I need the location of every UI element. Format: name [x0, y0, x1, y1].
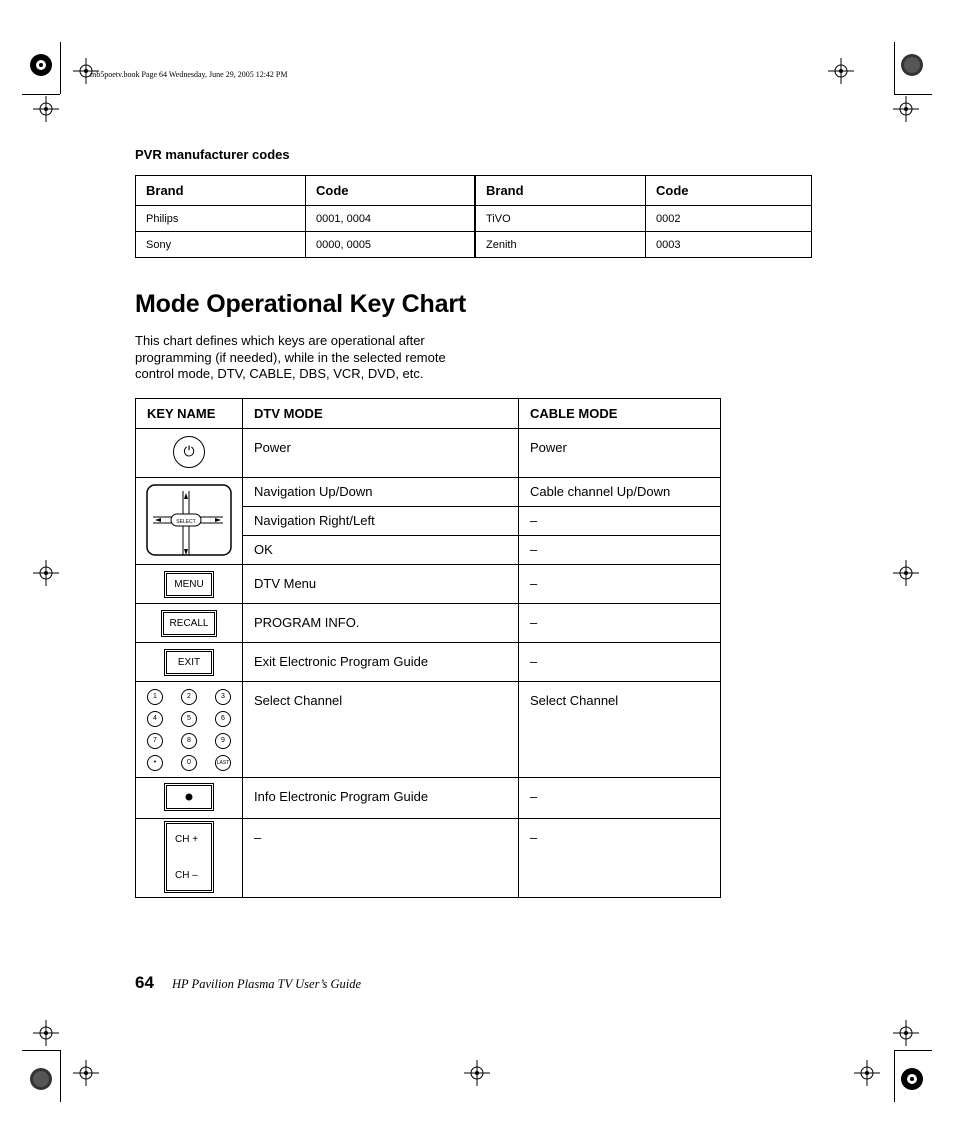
column-header: CABLE MODE — [519, 399, 721, 429]
column-header: Code — [646, 176, 812, 206]
crosshair-icon — [33, 560, 59, 586]
crosshair-icon — [33, 1020, 59, 1046]
number-key-icon: 3 — [215, 689, 231, 705]
key-cell — [136, 778, 243, 819]
cable-cell: – — [519, 643, 721, 682]
number-key-icon: 8 — [181, 733, 197, 749]
registration-target-icon — [28, 1066, 54, 1092]
navigation-pad-icon — [143, 481, 235, 559]
table-row — [136, 565, 721, 604]
table-header-row — [136, 176, 812, 206]
key-cell — [136, 429, 243, 478]
table-row — [136, 604, 721, 643]
number-key-icon: 0 — [181, 755, 197, 771]
footer-title: HP Pavilion Plasma TV User’s Guide — [172, 977, 362, 991]
number-key-icon: 6 — [215, 711, 231, 727]
number-key-icon: • — [147, 755, 163, 771]
dtv-cell: – — [243, 819, 519, 898]
cable-cell: – — [519, 565, 721, 604]
column-header: Code — [306, 176, 476, 206]
last-key-icon: LAST — [215, 755, 231, 771]
crosshair-icon — [854, 1060, 880, 1086]
code-cell: 0000, 0005 — [306, 232, 476, 258]
dtv-cell: Exit Electronic Program Guide — [243, 643, 519, 682]
page-number: 64 — [135, 973, 154, 992]
dtv-cell: OK — [243, 536, 519, 565]
key-cell — [136, 643, 243, 682]
dtv-cell: Info Electronic Program Guide — [243, 778, 519, 819]
key-cell — [136, 565, 243, 604]
key-cell — [136, 819, 243, 898]
brand-cell: TiVO — [475, 206, 646, 232]
cable-cell: – — [519, 604, 721, 643]
table-row — [136, 643, 721, 682]
crop-mark — [894, 42, 895, 94]
table-row — [136, 778, 721, 819]
crop-mark — [60, 42, 61, 94]
cable-cell: Cable channel Up/Down — [519, 478, 721, 507]
number-key-icon: 5 — [181, 711, 197, 727]
crosshair-icon — [893, 1020, 919, 1046]
pvr-codes-table — [135, 175, 812, 258]
cable-cell: Power — [519, 429, 721, 478]
registration-target-icon — [899, 52, 925, 78]
cable-cell: – — [519, 507, 721, 536]
key-cell — [136, 604, 243, 643]
table-row — [136, 232, 812, 258]
column-header: Brand — [136, 176, 306, 206]
table-row — [136, 206, 812, 232]
info-button-icon — [166, 785, 212, 809]
crop-mark — [22, 94, 60, 95]
print-slug: mb5poetv.book Page 64 Wednesday, June 29, 2005 12:42 PM — [90, 70, 288, 79]
menu-button-icon: MENU — [166, 573, 212, 596]
dtv-cell: Power — [243, 429, 519, 478]
select-label: SELECT — [176, 518, 196, 525]
dtv-cell: PROGRAM INFO. — [243, 604, 519, 643]
crop-mark — [60, 1050, 61, 1102]
cable-cell: – — [519, 536, 721, 565]
dtv-cell: DTV Menu — [243, 565, 519, 604]
crosshair-icon — [73, 1060, 99, 1086]
number-key-icon: 2 — [181, 689, 197, 705]
column-header: KEY NAME — [136, 399, 243, 429]
mode-key-table — [135, 398, 721, 898]
code-cell: 0003 — [646, 232, 812, 258]
channel-down-label: CH – — [175, 869, 198, 881]
crosshair-icon — [893, 96, 919, 122]
crop-mark — [894, 1050, 895, 1102]
number-key-icon: 1 — [147, 689, 163, 705]
crosshair-icon — [828, 58, 854, 84]
recall-button-icon: RECALL — [163, 612, 216, 635]
column-header: Brand — [475, 176, 646, 206]
channel-rocker-icon — [166, 823, 212, 891]
crop-mark — [894, 1050, 932, 1051]
number-pad-icon — [136, 689, 242, 771]
code-cell: 0001, 0004 — [306, 206, 476, 232]
crosshair-icon — [33, 96, 59, 122]
crosshair-icon — [893, 560, 919, 586]
cable-cell: – — [519, 778, 721, 819]
crop-mark — [894, 94, 932, 95]
intro-paragraph: This chart defines which keys are operational after programming (if needed), while in the selected remote control mode, DTV, CABLE, DBS, VCR, DVD, etc. — [135, 333, 446, 381]
brand-cell: Philips — [136, 206, 306, 232]
dtv-cell: Select Channel — [243, 682, 519, 778]
crosshair-icon — [464, 1060, 490, 1086]
cable-cell: Select Channel — [519, 682, 721, 778]
section-title: Mode Operational Key Chart — [135, 290, 466, 318]
cable-cell: – — [519, 819, 721, 898]
brand-cell: Zenith — [475, 232, 646, 258]
pvr-heading: PVR manufacturer codes — [135, 147, 290, 162]
number-key-icon: 7 — [147, 733, 163, 749]
crop-mark — [22, 1050, 60, 1051]
dtv-cell: Navigation Right/Left — [243, 507, 519, 536]
channel-up-label: CH + — [175, 833, 199, 845]
number-key-icon: 9 — [215, 733, 231, 749]
code-cell: 0002 — [646, 206, 812, 232]
table-row — [136, 429, 721, 478]
registration-target-icon — [899, 1066, 925, 1092]
column-header: DTV MODE — [243, 399, 519, 429]
table-header-row — [136, 399, 721, 429]
key-cell — [136, 478, 243, 565]
exit-button-icon: EXIT — [166, 651, 212, 674]
table-row — [136, 682, 721, 778]
number-key-icon: 4 — [147, 711, 163, 727]
brand-cell: Sony — [136, 232, 306, 258]
registration-target-icon — [28, 52, 54, 78]
power-icon: ⏻ — [173, 436, 205, 468]
table-row — [136, 819, 721, 898]
table-row — [136, 478, 721, 507]
key-cell — [136, 682, 243, 778]
dtv-cell: Navigation Up/Down — [243, 478, 519, 507]
